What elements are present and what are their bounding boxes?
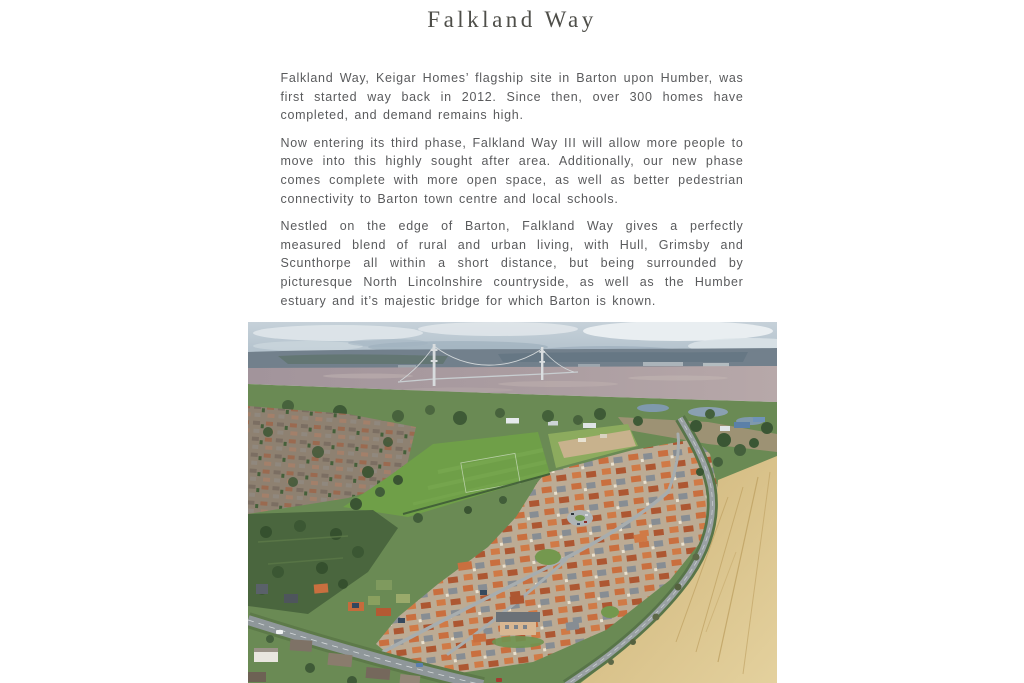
aerial-photo [248, 322, 777, 683]
paragraph-phase-three: Now entering its third phase, Falkland Way III will allow more people to move into this highly sought after area. Additionally, our new phase comes complete with more open space, as well as better pedestrian connectivity to Barton town centre and local schools. [280, 135, 744, 206]
page-title: Falkland Way [427, 7, 597, 32]
aerial-photo-illustration [248, 322, 777, 683]
article-text [281, 69, 744, 310]
paragraph-intro: Falkland Way, Keigar Homes’ flagship site in Barton upon Humber, was first started way back in 2012. Since then, over 300 homes have completed, and demand remains high. [280, 71, 744, 123]
paragraph-location: Nestled on the edge of Barton, Falkland Way gives a perfectly measured blend of rural and urban living, with Hull, Grimsby and Scunthorpe all within a short distance, but being surrounded by picturesque North Lincolnshire countryside, as well as the Humber estuary and it’s majestic bridge for which Barton is known. [280, 219, 744, 308]
